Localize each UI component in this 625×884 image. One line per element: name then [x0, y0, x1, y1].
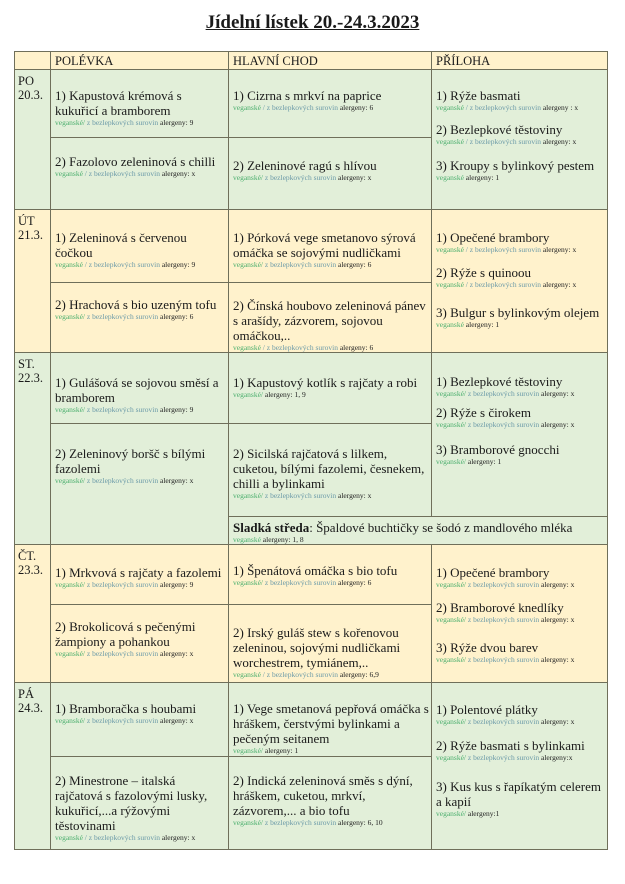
day-name: PÁ — [18, 687, 34, 701]
side-item — [436, 779, 605, 819]
day-name: ST. — [18, 357, 35, 371]
dish-name: 2) Rýže basmati s bylinkami — [436, 738, 585, 753]
special-cell — [229, 517, 608, 545]
soup-item — [55, 88, 226, 128]
main-item — [233, 563, 429, 588]
dish-name: 1) Kapustová krémová s kukuřicí a bramborem — [55, 88, 182, 118]
soup-cell — [51, 210, 229, 283]
day-date: 20.3. — [18, 88, 43, 102]
dish-labels — [233, 343, 429, 353]
allergens: alergeny: x — [540, 655, 575, 664]
allergens: alergeny: x — [159, 476, 194, 485]
vegan-label: veganské/ — [55, 716, 85, 725]
soup-item — [55, 154, 226, 179]
gluten-free-label: z bezlepkových surovin — [263, 173, 337, 182]
day-cell — [14, 70, 51, 210]
vegan-label: veganské — [436, 320, 464, 329]
dish-labels — [436, 809, 605, 819]
main-item — [233, 158, 429, 183]
main-cell — [229, 683, 432, 757]
header-label-main: HLAVNÍ CHOD — [233, 54, 318, 68]
vegan-label: veganské/ — [436, 655, 466, 664]
main-cell — [229, 353, 432, 424]
side-cell — [432, 70, 608, 210]
header-main — [229, 51, 432, 70]
allergens: alergeny: x — [337, 491, 372, 500]
allergens: alergeny: x — [540, 615, 575, 624]
soup-item — [55, 446, 226, 486]
allergens: alergeny: x — [540, 420, 575, 429]
dish-name: 1) Vege smetanová pepřová omáčka s hráškem, čerstvými bylinkami a pečeným seitanem — [233, 701, 429, 746]
dish-name: 3) Rýže dvou barev — [436, 640, 539, 655]
gluten-free-label: z bezlepkových surovin — [85, 405, 159, 414]
dish-name: 2) Minestrone – italská rajčatová s fazolovými lusky, kukuřicí,...a rýžovými těstovinami — [55, 773, 208, 833]
day-cell — [14, 210, 51, 353]
dish-name: 2) Bezlepkové těstoviny — [436, 122, 563, 137]
vegan-label: veganské — [436, 245, 464, 254]
vegan-label: veganské/ — [436, 420, 466, 429]
dish-name: 3) Bulgur s bylinkovým olejem — [436, 305, 600, 320]
main-cell — [229, 210, 432, 283]
dish-name: 2) Bramborové knedlíky — [436, 600, 564, 615]
allergens: alergeny: x — [540, 389, 575, 398]
main-item — [233, 298, 429, 353]
vegan-label: veganské — [55, 260, 83, 269]
dish-labels — [436, 245, 605, 255]
dish-name: 1) Opečené brambory — [436, 565, 550, 580]
vegan-label: veganské/ — [436, 717, 466, 726]
vegan-label: veganské/ — [436, 753, 466, 762]
dish-name: 2) Indická zeleninová směs s dýní, hráškem, cuketou, mrkví, zázvorem,... a bio tofu — [233, 773, 413, 818]
side-item — [436, 122, 605, 147]
soup-item — [55, 230, 226, 270]
dish-labels — [436, 173, 605, 183]
allergens: alergeny: 1 — [465, 173, 500, 182]
vegan-label: veganské/ — [55, 312, 85, 321]
allergens: alergeny:x — [540, 753, 573, 762]
dish-labels — [436, 580, 605, 590]
dish-labels — [436, 753, 605, 763]
allergens: alergeny: 1, 9 — [264, 390, 306, 399]
soup-cell — [51, 138, 229, 210]
allergens: alergeny : x — [542, 103, 579, 112]
gluten-free-label: / z bezlepkových surovin — [82, 169, 160, 178]
main-cell — [229, 283, 432, 353]
side-item — [436, 600, 605, 625]
dish-labels — [233, 103, 429, 113]
gluten-free-label: z bezlepkových surovin — [85, 716, 159, 725]
dish-labels — [436, 389, 605, 399]
main-item — [233, 375, 429, 400]
allergens: alergeny: 6 — [339, 103, 374, 112]
dish-labels — [55, 580, 226, 590]
day-date: 22.3. — [18, 371, 43, 385]
dish-labels — [436, 655, 605, 665]
side-item — [436, 405, 605, 430]
special-item — [233, 520, 605, 545]
allergens: alergeny: 1 — [467, 457, 502, 466]
vegan-label: veganské/ — [55, 118, 85, 127]
allergens: alergeny: x — [542, 245, 577, 254]
dish-name: 2) Čínská houbovo zeleninová pánev s arašídy, zázvorem, sojovou omáčkou,.. — [233, 298, 426, 343]
allergens: alergeny: 1 — [264, 746, 299, 755]
soup-item — [55, 297, 226, 322]
day-date: 24.3. — [18, 701, 43, 715]
dish-name: 2) Rýže s čirokem — [436, 405, 531, 420]
main-item — [233, 230, 429, 270]
gluten-free-label: z bezlepkových surovin — [466, 389, 540, 398]
main-item — [233, 773, 429, 828]
dish-labels — [55, 312, 226, 322]
vegan-label: veganské/ — [55, 580, 85, 589]
day-cell — [14, 353, 51, 545]
gluten-free-label: z bezlepkových surovin — [466, 717, 540, 726]
gluten-free-label: z bezlepkových surovin — [85, 649, 159, 658]
day-cell — [14, 545, 51, 683]
dish-labels — [55, 118, 226, 128]
allergens: alergeny: x — [540, 580, 575, 589]
gluten-free-label: z bezlepkových surovin — [466, 655, 540, 664]
gluten-free-label: / z bezlepkových surovin — [463, 280, 541, 289]
allergens: alergeny: 1 — [465, 320, 500, 329]
soup-item — [55, 701, 226, 726]
side-cell — [432, 545, 608, 683]
allergens: alergeny: 9 — [159, 118, 194, 127]
vegan-label: veganské/ — [436, 389, 466, 398]
dish-labels — [55, 260, 226, 270]
vegan-label: veganské — [55, 833, 83, 842]
dish-labels — [233, 670, 429, 680]
dish-labels — [436, 420, 605, 430]
vegan-label: veganské/ — [55, 405, 85, 414]
dish-name: 1) Kapustový kotlík s rajčaty a robi — [233, 375, 418, 390]
main-cell — [229, 424, 432, 517]
allergens: alergeny: 9 — [159, 580, 194, 589]
vegan-label: veganské/ — [233, 818, 263, 827]
main-cell — [229, 545, 432, 605]
vegan-label: veganské — [436, 280, 464, 289]
dish-name: 2) Zeleninový boršč s bílými fazolemi — [55, 446, 206, 476]
side-item — [436, 702, 605, 727]
allergens: alergeny: x — [337, 173, 372, 182]
gluten-free-label: / z bezlepkových surovin — [82, 260, 160, 269]
side-cell — [432, 683, 608, 850]
gluten-free-label: z bezlepkových surovin — [263, 818, 337, 827]
dish-name: 1) Špenátová omáčka s bio tofu — [233, 563, 398, 578]
dish-labels — [436, 137, 605, 147]
dish-name: 2) Brokolicová s pečenými žampiony a pohankou — [55, 619, 196, 649]
header-side — [432, 51, 608, 70]
main-item — [233, 446, 429, 501]
soup-cell — [51, 757, 229, 850]
gluten-free-label: z bezlepkových surovin — [263, 260, 337, 269]
soup-cell — [51, 605, 229, 683]
dish-labels — [233, 390, 429, 400]
dish-labels — [55, 476, 226, 486]
dish-name: 2) Fazolovo zeleninová s chilli — [55, 154, 216, 169]
dish-labels — [55, 405, 226, 415]
allergens: alergeny: 6,9 — [339, 670, 379, 679]
special-text — [233, 520, 605, 535]
allergens: alergeny: 6 — [337, 578, 372, 587]
dish-labels — [436, 320, 605, 330]
vegan-label: veganské — [233, 535, 261, 544]
gluten-free-label: / z bezlepkových surovin — [260, 670, 338, 679]
soup-item — [55, 619, 226, 659]
dish-name: 3) Kus kus s řapíkatým celerem a kapií — [436, 779, 601, 809]
dish-name: 2) Hrachová s bio uzeným tofu — [55, 297, 217, 312]
dish-labels — [55, 169, 226, 179]
dish-name: 3) Kroupy s bylinkový pestem — [436, 158, 595, 173]
soup-cell — [51, 683, 229, 757]
dish-labels — [233, 491, 429, 501]
dish-name: 1) Mrkvová s rajčaty a fazolemi — [55, 565, 222, 580]
allergens: alergeny: 6 — [339, 343, 374, 352]
gluten-free-label: / z bezlepkových surovin — [260, 343, 338, 352]
gluten-free-label: z bezlepkových surovin — [466, 580, 540, 589]
dish-name: 1) Bramboračka s houbami — [55, 701, 197, 716]
allergens: alergeny:1 — [467, 809, 500, 818]
dish-name: 1) Opečené brambory — [436, 230, 550, 245]
soup-item — [55, 565, 226, 590]
soup-cell — [51, 70, 229, 138]
dish-name: 1) Pórková vege smetanovo sýrová omáčka se sojovými nudličkami — [233, 230, 416, 260]
header-soup — [51, 51, 229, 70]
gluten-free-label: z bezlepkových surovin — [85, 580, 159, 589]
dish-labels — [233, 173, 429, 183]
day-name: PO — [18, 74, 34, 88]
dish-name: 1) Polentové plátky — [436, 702, 538, 717]
soup-cell — [51, 353, 229, 424]
main-cell — [229, 605, 432, 683]
allergens: alergeny: x — [161, 169, 196, 178]
dish-labels — [436, 103, 605, 113]
vegan-label: veganské/ — [233, 746, 263, 755]
vegan-label: veganské — [436, 137, 464, 146]
gluten-free-label: / z bezlepkových surovin — [463, 137, 541, 146]
special-label: Sladká středa — [233, 520, 310, 535]
dish-labels — [233, 260, 429, 270]
vegan-label: veganské/ — [233, 491, 263, 500]
soup-item — [55, 773, 226, 843]
day-date: 23.3. — [18, 563, 43, 577]
vegan-label: veganské — [55, 169, 83, 178]
gluten-free-label: z bezlepkových surovin — [85, 476, 159, 485]
dish-name: 1) Bezlepkové těstoviny — [436, 374, 563, 389]
allergens: alergeny: 6, 10 — [337, 818, 383, 827]
side-item — [436, 230, 605, 255]
gluten-free-label: / z bezlepkových surovin — [463, 245, 541, 254]
vegan-label: veganské/ — [436, 809, 466, 818]
side-cell — [432, 353, 608, 517]
gluten-free-label: z bezlepkových surovin — [85, 118, 159, 127]
main-cell — [229, 757, 432, 850]
vegan-label: veganské/ — [55, 649, 85, 658]
dish-name: 2) Sicilská rajčatová s lilkem, cuketou, bílými fazolemi, česnekem, chilli a bylinkami — [233, 446, 425, 491]
dish-name: 3) Bramborové gnocchi — [436, 442, 560, 457]
main-cell — [229, 138, 432, 210]
side-item — [436, 265, 605, 290]
header-label-side: PŘÍLOHA — [436, 54, 491, 68]
gluten-free-label: z bezlepkových surovin — [263, 491, 337, 500]
day-cell — [14, 683, 51, 850]
side-cell — [432, 210, 608, 353]
dish-labels — [55, 833, 226, 843]
day-name: ÚT — [18, 214, 35, 228]
day-name: ČT. — [18, 549, 37, 563]
allergens: alergeny: x — [540, 717, 575, 726]
special-description: : Špaldové buchtičky se šodó z mandlového mléka — [309, 520, 573, 535]
dish-labels — [436, 280, 605, 290]
vegan-label: veganské/ — [233, 578, 263, 587]
dish-name: 1) Cizrna s mrkví na paprice — [233, 88, 382, 103]
soup-item — [55, 375, 226, 415]
gluten-free-label: / z bezlepkových surovin — [82, 833, 160, 842]
allergens: alergeny: x — [159, 649, 194, 658]
side-item — [436, 88, 605, 113]
gluten-free-label: z bezlepkových surovin — [263, 578, 337, 587]
soup-cell — [51, 424, 229, 545]
allergens: alergeny: x — [542, 137, 577, 146]
side-item — [436, 565, 605, 590]
dish-labels — [55, 649, 226, 659]
vegan-label: veganské/ — [233, 173, 263, 182]
dish-name: 1) Gulášová se sojovou směsí a bramborem — [55, 375, 219, 405]
gluten-free-label: z bezlepkových surovin — [466, 753, 540, 762]
main-item — [233, 701, 429, 756]
header-label-soup: POLÉVKA — [55, 54, 114, 68]
main-item — [233, 88, 429, 113]
allergens: alergeny: 1, 8 — [262, 535, 304, 544]
side-item — [436, 158, 605, 183]
vegan-label: veganské/ — [436, 580, 466, 589]
vegan-label: veganské/ — [436, 457, 466, 466]
vegan-label: veganské/ — [233, 390, 263, 399]
vegan-label: veganské/ — [436, 615, 466, 624]
gluten-free-label: z bezlepkových surovin — [85, 312, 159, 321]
day-date: 21.3. — [18, 228, 43, 242]
soup-cell — [51, 545, 229, 605]
allergens: alergeny: x — [542, 280, 577, 289]
dish-labels — [233, 818, 429, 828]
gluten-free-label: / z bezlepkových surovin — [260, 103, 338, 112]
allergens: alergeny: 6 — [337, 260, 372, 269]
vegan-label: veganské — [233, 670, 261, 679]
dish-labels — [233, 578, 429, 588]
side-item — [436, 374, 605, 399]
vegan-label: veganské — [233, 343, 261, 352]
main-item — [233, 625, 429, 680]
gluten-free-label: z bezlepkových surovin — [466, 615, 540, 624]
allergens: alergeny: x — [159, 716, 194, 725]
vegan-label: veganské — [436, 173, 464, 182]
allergens: alergeny: 9 — [159, 405, 194, 414]
allergens: alergeny: 6 — [159, 312, 194, 321]
page-title: Jídelní lístek 20.-24.3.2023 — [205, 12, 420, 33]
vegan-label: veganské — [436, 103, 464, 112]
dish-name: 2) Zeleninové ragú s hlívou — [233, 158, 377, 173]
dish-labels — [436, 717, 605, 727]
allergens: alergeny: x — [161, 833, 196, 842]
side-item — [436, 738, 605, 763]
dish-name: 1) Rýže basmati — [436, 88, 521, 103]
vegan-label: veganské/ — [233, 260, 263, 269]
gluten-free-label: / z bezlepkových surovin — [463, 103, 541, 112]
side-item — [436, 442, 605, 467]
dish-labels — [436, 615, 605, 625]
dish-name: 2) Irský guláš stew s kořenovou zeleninou, sojovými nudličkami worchestrem, tymiánem,.. — [233, 625, 401, 670]
dish-name: 1) Zeleninová s červenou čočkou — [55, 230, 187, 260]
allergens: alergeny: 9 — [161, 260, 196, 269]
side-item — [436, 305, 605, 330]
special-labels — [233, 535, 605, 545]
dish-labels — [55, 716, 226, 726]
vegan-label: veganské — [233, 103, 261, 112]
gluten-free-label: z bezlepkových surovin — [466, 420, 540, 429]
side-item — [436, 640, 605, 665]
soup-cell — [51, 283, 229, 353]
main-cell — [229, 70, 432, 138]
vegan-label: veganské/ — [55, 476, 85, 485]
dish-labels — [233, 746, 429, 756]
dish-name: 2) Rýže s quinoou — [436, 265, 531, 280]
header-day — [14, 51, 51, 70]
dish-labels — [436, 457, 605, 467]
